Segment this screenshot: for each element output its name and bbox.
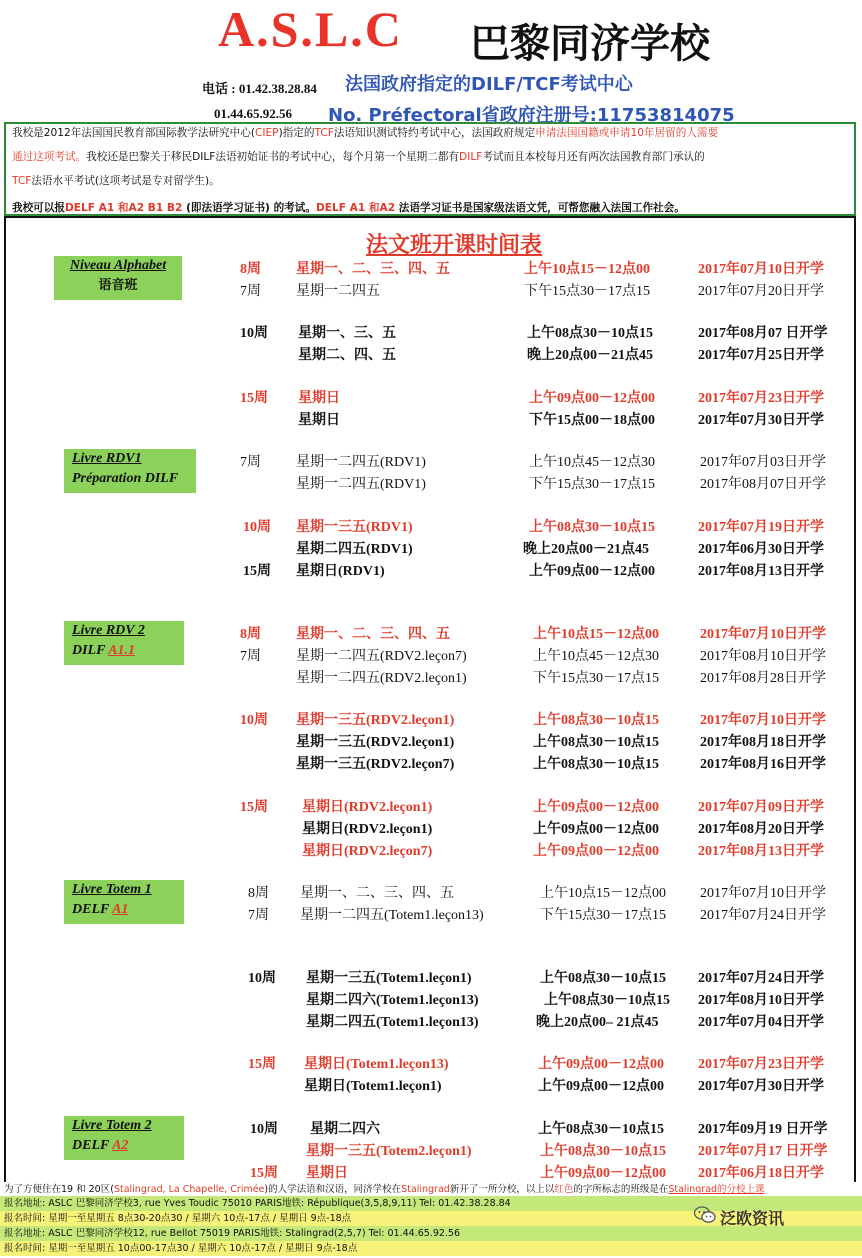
wechat-icon bbox=[694, 1206, 716, 1224]
start-date-cell: 2017年08月28日开学 bbox=[700, 671, 826, 686]
weeks-cell: 15周 bbox=[240, 391, 268, 406]
time-cell: 上午09点00－12点00 bbox=[533, 822, 659, 837]
time-cell: 上午10点15－12点00 bbox=[540, 886, 666, 901]
time-cell: 上午08点30－10点15 bbox=[544, 993, 670, 1008]
schedule-row bbox=[0, 645, 862, 667]
days-cell: 星期一二四五 bbox=[296, 284, 380, 299]
weeks-cell: 7周 bbox=[248, 908, 269, 923]
weeks-cell: 8周 bbox=[248, 886, 269, 901]
intro-line-3: TCF法语水平考试(这项考试是专对留学生)。 bbox=[12, 175, 220, 187]
schedule-row bbox=[0, 840, 862, 862]
days-cell: 星期日(RDV2.leçon7) bbox=[302, 844, 433, 859]
schedule-row bbox=[0, 882, 862, 904]
time-cell: 下午15点00－18点00 bbox=[529, 413, 655, 428]
schedule-row bbox=[0, 1011, 862, 1033]
footer-address-2: 报名地址: ASLC 巴黎同济学校12, rue Bellot 75019 PARIS地铁: Stalingrad(2,5,7) Tel: 01.44.65.92.56 bbox=[0, 1226, 862, 1241]
start-date-cell: 2017年07月20日开学 bbox=[698, 284, 824, 299]
weeks-cell: 7周 bbox=[240, 649, 261, 664]
time-cell: 晚上20点00－21点45 bbox=[527, 348, 653, 363]
schedule-row bbox=[0, 538, 862, 560]
start-date-cell: 2017年07月10日开学 bbox=[698, 262, 824, 277]
days-cell: 星期日(RDV2.leçon1) bbox=[302, 800, 433, 815]
start-date-cell: 2017年08月07日开学 bbox=[700, 477, 826, 492]
weeks-cell: 10周 bbox=[240, 713, 268, 728]
intro-box bbox=[4, 122, 856, 216]
time-cell: 晚上20点00－21点45 bbox=[523, 542, 649, 557]
schedule-row bbox=[0, 409, 862, 431]
schedule-row bbox=[0, 280, 862, 302]
schedule-row bbox=[0, 818, 862, 840]
days-cell: 星期日(Totem1.leçon1) bbox=[304, 1079, 442, 1094]
time-cell: 下午15点30－17点15 bbox=[529, 477, 655, 492]
footer-address-1: 报名地址: ASLC 巴黎同济学校3, rue Yves Toudic 75010 PARIS地铁: République(3,5,8,9,11) Tel: 01.42.38.28.84 bbox=[0, 1196, 862, 1211]
days-cell: 星期一三五(RDV2.leçon1) bbox=[296, 713, 455, 728]
time-cell: 上午08点30－10点15 bbox=[540, 1144, 666, 1159]
start-date-cell: 2017年07月23日开学 bbox=[698, 1057, 824, 1072]
time-cell: 上午09点00－12点00 bbox=[533, 800, 659, 815]
weeks-cell: 15周 bbox=[248, 1057, 276, 1072]
time-cell: 上午10点15－12点00 bbox=[533, 627, 659, 642]
start-date-cell: 2017年07月24日开学 bbox=[698, 971, 824, 986]
days-cell: 星期日 bbox=[298, 391, 340, 406]
schedule-row bbox=[0, 667, 862, 689]
weeks-cell: 10周 bbox=[250, 1122, 278, 1137]
start-date-cell: 2017年08月10日开学 bbox=[698, 993, 824, 1008]
time-cell: 上午09点00－12点00 bbox=[529, 564, 655, 579]
weeks-cell: 15周 bbox=[243, 564, 271, 579]
start-date-cell: 2017年07月25日开学 bbox=[698, 348, 824, 363]
start-date-cell: 2017年07月24日开学 bbox=[700, 908, 826, 923]
days-cell: 星期一二四五(RDV2.leçon7) bbox=[296, 649, 467, 664]
start-date-cell: 2017年07月23日开学 bbox=[698, 391, 824, 406]
time-cell: 上午10点15－12点00 bbox=[524, 262, 650, 277]
time-cell: 下午15点30－17点15 bbox=[533, 671, 659, 686]
schedule-row bbox=[0, 344, 862, 366]
group-label-totem2: Livre Totem 2 DELF A2 bbox=[64, 1116, 184, 1160]
schedule-row bbox=[0, 623, 862, 645]
time-cell: 上午08点30－10点15 bbox=[538, 1122, 664, 1137]
group-label-totem1: Livre Totem 1 DELF A1 bbox=[64, 880, 184, 924]
start-date-cell: 2017年08月18日开学 bbox=[700, 735, 826, 750]
days-cell: 星期一二四五(Totem1.leçon13) bbox=[300, 908, 484, 923]
weeks-cell: 15周 bbox=[240, 800, 268, 815]
days-cell: 星期一三五(Totem1.leçon1) bbox=[306, 971, 472, 986]
days-cell: 星期一、三、五 bbox=[298, 326, 396, 341]
days-cell: 星期一、二、三、四、五 bbox=[296, 627, 450, 642]
footer-hours-1: 报名时间: 星期一至星期五 8点30-20点30 / 星期六 10点-17点 / 星期日 9点-18点 bbox=[0, 1211, 862, 1226]
time-cell: 晚上20点00– 21点45 bbox=[536, 1015, 659, 1030]
school-logo-text: A.S.L.C bbox=[218, 1, 403, 57]
schedule-row bbox=[0, 1140, 862, 1162]
days-cell: 星期日(Totem1.leçon13) bbox=[304, 1057, 449, 1072]
start-date-cell: 2017年08月10日开学 bbox=[700, 649, 826, 664]
days-cell: 星期二四五(Totem1.leçon13) bbox=[306, 1015, 479, 1030]
time-cell: 上午08点30－10点15 bbox=[533, 713, 659, 728]
schedule-row bbox=[0, 796, 862, 818]
school-name: 巴黎同济学校 bbox=[470, 21, 710, 67]
days-cell: 星期一三五(RDV2.leçon7) bbox=[296, 757, 455, 772]
wechat-watermark: 泛欧资讯 bbox=[720, 1209, 785, 1228]
intro-line-4: 我校可以报DELF A1 和A2 B1 B2 (即法语学习证书) 的考试。DELF A1 和A2 法语学习证书是国家级法语文凭，可帮您融入法国工作社会。 bbox=[12, 202, 685, 214]
start-date-cell: 2017年08月20日开学 bbox=[698, 822, 824, 837]
weeks-cell: 8周 bbox=[240, 262, 261, 277]
time-cell: 上午08点30－10点15 bbox=[533, 757, 659, 772]
phone-number-1: 电话 : 01.42.38.28.84 bbox=[202, 81, 317, 96]
schedule-row bbox=[0, 1075, 862, 1097]
days-cell: 星期一、二、三、四、五 bbox=[300, 886, 454, 901]
start-date-cell: 2017年07月10日开学 bbox=[700, 886, 826, 901]
exam-center-title: 法国政府指定的DILF/TCF考试中心 bbox=[345, 74, 633, 95]
footer-note: 为了方便住在19 和 20区(Stalingrad, La Chapelle, Crimée)的人学法语和汉语，同济学校在Stalingrad新开了一所分校，以上以红色的字所标志的班级是在Stalingrad的分校上课 bbox=[4, 1184, 765, 1195]
days-cell: 星期日 bbox=[306, 1166, 348, 1181]
start-date-cell: 2017年08月16日开学 bbox=[700, 757, 826, 772]
start-date-cell: 2017年07月19日开学 bbox=[698, 520, 824, 535]
start-date-cell: 2017年07月09日开学 bbox=[698, 800, 824, 815]
days-cell: 星期一、二、三、四、五 bbox=[296, 262, 450, 277]
start-date-cell: 2017年08月07 日开学 bbox=[698, 326, 828, 341]
time-cell: 上午08点30－10点15 bbox=[540, 971, 666, 986]
days-cell: 星期二四六 bbox=[310, 1122, 380, 1137]
days-cell: 星期日(RDV1) bbox=[296, 564, 385, 579]
start-date-cell: 2017年08月13日开学 bbox=[698, 564, 824, 579]
time-cell: 上午09点00－12点00 bbox=[533, 844, 659, 859]
days-cell: 星期一三五(Totem2.leçon1) bbox=[306, 1144, 472, 1159]
start-date-cell: 2017年07月30日开学 bbox=[698, 1079, 824, 1094]
days-cell: 星期一二四五(RDV1) bbox=[296, 477, 426, 492]
schedule-row bbox=[0, 709, 862, 731]
time-cell: 上午08点30－10点15 bbox=[533, 735, 659, 750]
days-cell: 星期一三五(RDV1) bbox=[296, 520, 413, 535]
time-cell: 上午08点30－10点15 bbox=[527, 326, 653, 341]
time-cell: 上午10点45－12点30 bbox=[529, 455, 655, 470]
prefectoral-number: No. Préfectoral省政府注册号:11753814075 bbox=[328, 105, 735, 126]
group-label-alphabet: Niveau Alphabet 语音班 bbox=[54, 256, 182, 300]
time-cell: 上午08点30－10点15 bbox=[529, 520, 655, 535]
days-cell: 星期日 bbox=[298, 413, 340, 428]
time-cell: 下午15点30－17点15 bbox=[524, 284, 650, 299]
time-cell: 上午09点00－12点00 bbox=[540, 1166, 666, 1181]
start-date-cell: 2017年09月19 日开学 bbox=[698, 1122, 828, 1137]
weeks-cell: 8周 bbox=[240, 627, 261, 642]
group-label-rdv2: Livre RDV 2 DILF A1.1 bbox=[64, 621, 184, 665]
footer-hours-2: 报名时间: 星期一至星期五 10点00-17点30 / 星期六 10点-17点 / 星期日 9点-18点 bbox=[0, 1241, 862, 1256]
start-date-cell: 2017年07月10日开学 bbox=[700, 713, 826, 728]
start-date-cell: 2017年08月13日开学 bbox=[698, 844, 824, 859]
start-date-cell: 2017年07月04日开学 bbox=[698, 1015, 824, 1030]
phone-number-2: 01.44.65.92.56 bbox=[214, 106, 292, 121]
schedule-row bbox=[0, 258, 862, 280]
start-date-cell: 2017年06月18日开学 bbox=[698, 1166, 824, 1181]
time-cell: 上午09点00－12点00 bbox=[529, 391, 655, 406]
schedule-row bbox=[0, 989, 862, 1011]
days-cell: 星期日(RDV2.leçon1) bbox=[302, 822, 433, 837]
days-cell: 星期一二四五(RDV2.leçon1) bbox=[296, 671, 467, 686]
weeks-cell: 7周 bbox=[240, 284, 261, 299]
days-cell: 星期二、四、五 bbox=[298, 348, 396, 363]
weeks-cell: 15周 bbox=[250, 1166, 278, 1181]
schedule-row bbox=[0, 967, 862, 989]
weeks-cell: 10周 bbox=[248, 971, 276, 986]
schedule-row bbox=[0, 560, 862, 582]
start-date-cell: 2017年07月17 日开学 bbox=[698, 1144, 828, 1159]
weeks-cell: 10周 bbox=[243, 520, 271, 535]
start-date-cell: 2017年07月10日开学 bbox=[700, 627, 826, 642]
schedule-row bbox=[0, 473, 862, 495]
time-cell: 下午15点30－17点15 bbox=[540, 908, 666, 923]
schedule-row bbox=[0, 1053, 862, 1075]
schedule-title: 法文班开课时间表 bbox=[366, 233, 543, 258]
intro-line-1: 我校是2012年法国国民教育部国际教学法研究中心(CIEP)指定的TCF法语知识测试特约考试中心，法国政府规定申请法国国籍或申请10年居留的人需要 bbox=[12, 127, 719, 139]
intro-line-2: 通过这项考试。我校还是巴黎关于移民DILF法语初始证书的考试中心，每个月第一个星期二都有DILF考试而且本校每月还有两次法国教育部门承认的 bbox=[12, 151, 705, 163]
time-cell: 上午09点00－12点00 bbox=[538, 1079, 664, 1094]
start-date-cell: 2017年06月30日开学 bbox=[698, 542, 824, 557]
group-label-rdv1: Livre RDV1 Préparation DILF bbox=[64, 449, 196, 493]
days-cell: 星期一三五(RDV2.leçon1) bbox=[296, 735, 455, 750]
time-cell: 上午10点45－12点30 bbox=[533, 649, 659, 664]
weeks-cell: 7周 bbox=[240, 455, 261, 470]
schedule-row bbox=[0, 387, 862, 409]
days-cell: 星期二四五(RDV1) bbox=[296, 542, 413, 557]
schedule-row bbox=[0, 451, 862, 473]
schedule-row bbox=[0, 904, 862, 926]
start-date-cell: 2017年07月30日开学 bbox=[698, 413, 824, 428]
start-date-cell: 2017年07月03日开学 bbox=[700, 455, 826, 470]
schedule-row bbox=[0, 753, 862, 775]
weeks-cell: 10周 bbox=[240, 326, 268, 341]
days-cell: 星期二四六(Totem1.leçon13) bbox=[306, 993, 479, 1008]
schedule-row bbox=[0, 516, 862, 538]
days-cell: 星期一二四五(RDV1) bbox=[296, 455, 426, 470]
schedule-row bbox=[0, 731, 862, 753]
schedule-row bbox=[0, 1118, 862, 1140]
time-cell: 上午09点00－12点00 bbox=[538, 1057, 664, 1072]
schedule-row bbox=[0, 322, 862, 344]
